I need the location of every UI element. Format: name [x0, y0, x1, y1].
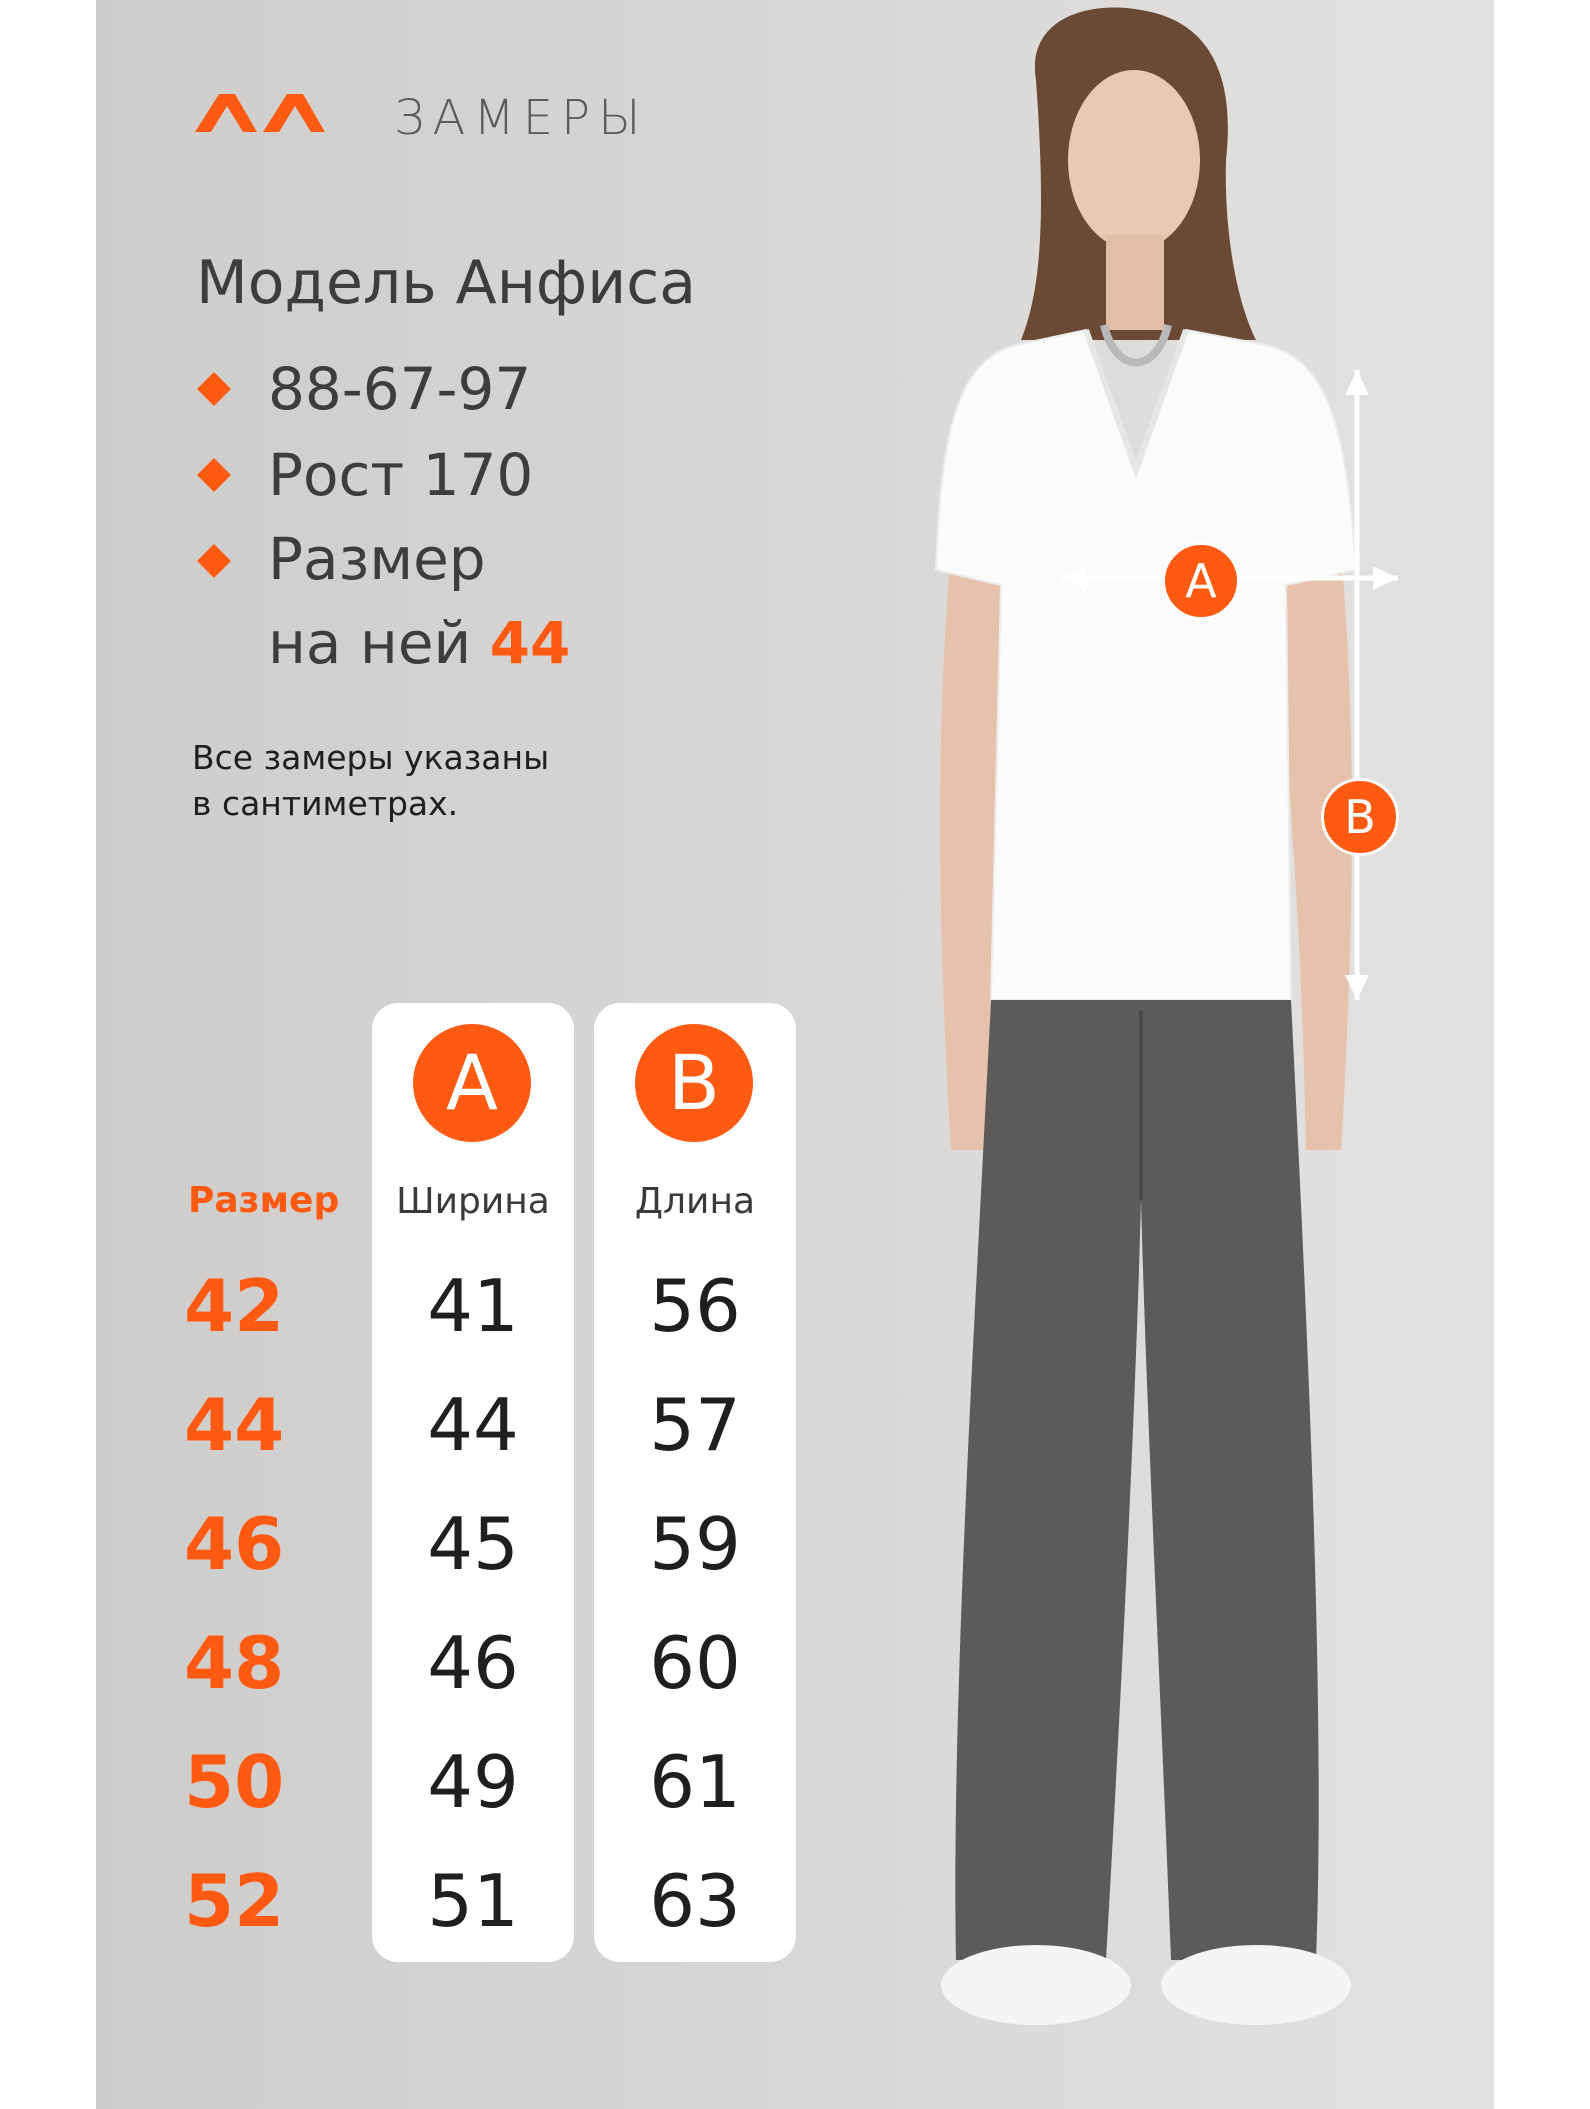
- width-value: 49: [427, 1740, 519, 1824]
- length-column: [594, 1003, 796, 1962]
- width-value: 45: [427, 1502, 519, 1586]
- diamond-bullet-icon: [197, 544, 231, 578]
- model-name: Модель Анфиса: [196, 248, 696, 318]
- size-value: 52: [184, 1859, 285, 1943]
- length-column-title: Длина: [634, 1181, 756, 1222]
- size-value: 44: [184, 1383, 285, 1467]
- width-value: 41: [427, 1264, 519, 1348]
- width-value: 44: [427, 1383, 519, 1467]
- width-value: 51: [427, 1859, 519, 1943]
- badge-a: A: [413, 1024, 531, 1142]
- length-arrow-up-icon: [1345, 370, 1369, 395]
- size-column-header: Размер: [188, 1180, 340, 1221]
- length-value: 57: [649, 1383, 741, 1467]
- face-shape: [1068, 70, 1200, 250]
- marker-b: B: [1321, 778, 1399, 856]
- model-figure-illustration: [786, 0, 1494, 2109]
- diamond-bullet-icon: [197, 458, 231, 492]
- jeans-shape: [955, 1000, 1318, 1960]
- length-value: 60: [649, 1621, 741, 1705]
- units-note: Все замеры указаны в сантиметрах.: [192, 738, 550, 823]
- length-value: 61: [649, 1740, 741, 1824]
- brand-title: ЗАМЕРЫ: [394, 90, 649, 146]
- marker-a: A: [1162, 542, 1240, 620]
- model-photo: [786, 0, 1494, 2109]
- neck-shape: [1106, 235, 1164, 330]
- length-value: 59: [649, 1502, 741, 1586]
- size-column: [184, 1260, 284, 1974]
- size-worn-value: 44: [489, 609, 571, 677]
- width-column: [372, 1003, 574, 1962]
- badge-b: B: [635, 1024, 753, 1142]
- left-shoe-shape: [941, 1945, 1131, 2025]
- fact-size-line2: на ней 44: [268, 609, 571, 677]
- width-value: 46: [427, 1621, 519, 1705]
- size-value: 50: [184, 1740, 285, 1824]
- length-value: 56: [649, 1264, 741, 1348]
- size-chart-card: ЗАМЕРЫ Модель Анфиса 88-67-97 Рост 170 Размер на ней 44 Все замеры указаны в сантиметрах. Размер 42 44 46 48 50 52 A Ширина 41 44 45 46 49 51 B Длина 56 57 59 60 61 63 A B: [96, 0, 1494, 2109]
- size-value: 48: [184, 1621, 285, 1705]
- length-value: 63: [649, 1859, 741, 1943]
- width-column-title: Ширина: [396, 1181, 550, 1222]
- fact-size-line1: Размер: [268, 525, 486, 593]
- size-value: 46: [184, 1502, 285, 1586]
- brand-logo-icon: [191, 88, 331, 136]
- diamond-bullet-icon: [197, 372, 231, 406]
- right-shoe-shape: [1161, 1945, 1351, 2025]
- size-value: 42: [184, 1264, 285, 1348]
- width-arrow-right-icon: [1373, 566, 1398, 590]
